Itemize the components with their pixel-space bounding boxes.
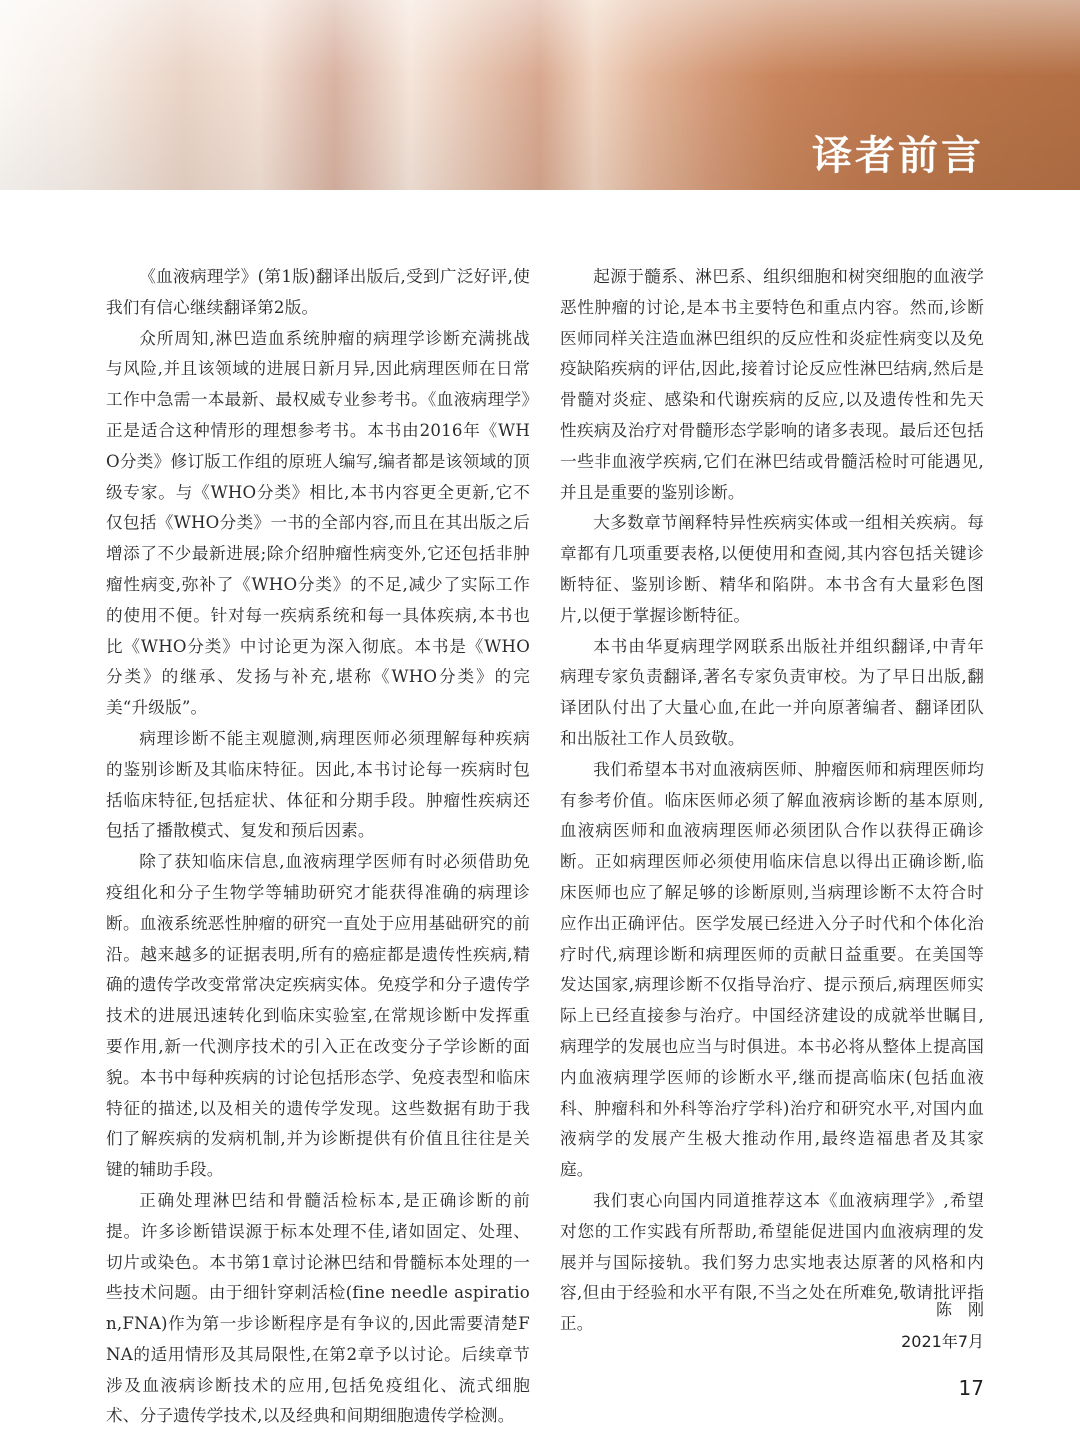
paragraph: 《血液病理学》(第1版)翻译出版后,受到广泛好评,使我们有信心继续翻译第2版。 (106, 267, 530, 317)
signature-block (901, 1294, 1000, 1358)
paragraph: 本书由华夏病理学网联系出版社并组织翻译,中青年病理专家负责翻译,著名专家负责审校。为了早日出版,翻译团队付出了大量心血,在此一并向原著编者、翻译团队和出版社工作人员致敬。 (560, 636, 984, 748)
signature-date: 2021年7月 (901, 1332, 984, 1351)
left-column (106, 262, 530, 1432)
paragraph: 除了获知临床信息,血液病理学医师有时必须借助免疫组化和分子生物学等辅助研究才能获得准确的病理诊断。血液系统恶性肿瘤的研究一直处于应用基础研究的前沿。越来越多的证据表明,所有的癌症都是遗传性疾病,精确的遗传学改变常常决定疾病实体。免疫学和分子遗传学技术的进展迅速转化到临床实验室,在常规诊断中发挥重要作用,新一代测序技术的引入正在改变分子学诊断的面貌。本书中每种疾病的讨论包括形态学、免疫表型和临床特征的描述,以及相关的遗传学发现。这些数据有助于我们了解疾病的发病机制,并为诊断提供有价值且往往是关键的辅助手段。 (106, 852, 530, 1180)
paragraph: 众所周知,淋巴造血系统肿瘤的病理学诊断充满挑战与风险,并且该领域的进展日新月异,因此病理医师在日常工作中急需一本最新、最权威专业参考书。《血液病理学》正是适合这种情形的理想参考书。本书由2016年《WHO分类》修订版工作组的原班人编写,编者都是该领域的顶级专家。与《WHO分类》相比,本书内容更全更新,它不仅包括《WHO分类》一书的全部内容,而且在其出版之后增添了不少最新进展;除介绍肿瘤性病变外,它还包括非肿瘤性病变,弥补了《WHO分类》的不足,减少了实际工作的使用不便。针对每一疾病系统和每一具体疾病,本书也比《WHO分类》中讨论更为深入彻底。本书是《WHO分类》的继承、发扬与补充,堪称《WHO分类》的完美“升级版”。 (106, 328, 530, 718)
header-banner (0, 0, 1080, 190)
paragraph: 我们希望本书对血液病医师、肿瘤医师和病理医师均有参考价值。临床医师必须了解血液病诊断的基本原则,血液病医师和血液病理医师必须团队合作以获得正确诊断。正如病理医师必须使用临床信息以得出正确诊断,临床医师也应了解足够的诊断原则,当病理诊断不太符合时应作出正确评估。医学发展已经进入分子时代和个体化治疗时代,病理诊断和病理医师的贡献日益重要。在美国等发达国家,病理诊断不仅指导治疗、提示预后,病理医师实际上已经直接参与治疗。中国经济建设的成就举世瞩目,病理学的发展也应当与时俱进。本书必将从整体上提高国内血液病理学医师的诊断水平,继而提高临床(包括血液科、肿瘤科和外科等治疗学科)治疗和研究水平,对国内血液病学的发展产生极大推动作用,最终造福患者及其家庭。 (560, 759, 984, 1180)
paragraph: 病理诊断不能主观臆测,病理医师必须理解每种疾病的鉴别诊断及其临床特征。因此,本书讨论每一疾病时包括临床特征,包括症状、体征和分期手段。肿瘤性疾病还包括了播散模式、复发和预后因素。 (106, 728, 530, 841)
page-title: 译者前言 (812, 133, 984, 179)
paragraph: 大多数章节阐释特异性疾病实体或一组相关疾病。每章都有几项重要表格,以便使用和查阅,其内容包括关键诊断特征、鉴别诊断、精华和陷阱。本书含有大量彩色图片,以便于掌握诊断特征。 (560, 513, 984, 625)
right-column (560, 262, 984, 1340)
paragraph: 正确处理淋巴结和骨髓活检标本,是正确诊断的前提。许多诊断错误源于标本处理不佳,诸如固定、处理、切片或染色。本书第1章讨论淋巴结和骨髓标本处理的一些技术问题。由于细针穿刺活检(fine needle aspiration,FNA)作为第一步诊断程序是有争议的,因此需要清楚FNA的适用情形及其局限性,在第2章予以讨论。后续章节涉及血液病诊断技术的应用,包括免疫组化、流式细胞术、分子遗传学技术,以及经典和间期细胞遗传学检测。 (106, 1190, 530, 1426)
paragraph: 我们衷心向国内同道推荐这本《血液病理学》,希望对您的工作实践有所帮助,希望能促进国内血液病理的发展并与国际接轨。我们努力忠实地表达原著的风格和内容,但由于经验和水平有限,不当之处在所难免,敬请批评指正。 (560, 1190, 984, 1334)
page-number: 17 (958, 1376, 984, 1400)
translator-name: 陈刚 (935, 1300, 1000, 1319)
paragraph: 起源于髓系、淋巴系、组织细胞和树突细胞的血液学恶性肿瘤的讨论,是本书主要特色和重点内容。然而,诊断医师同样关注造血淋巴组织的反应性和炎症性病变以及免疫缺陷疾病的评估,因此,接着讨论反应性淋巴结病,然后是骨髓对炎症、感染和代谢疾病的反应,以及遗传性和先天性疾病及治疗对骨髓形态学影响的诸多表现。最后还包括一些非血液学疾病,它们在淋巴结或骨髓活检时可能遇见,并且是重要的鉴别诊断。 (560, 267, 984, 502)
